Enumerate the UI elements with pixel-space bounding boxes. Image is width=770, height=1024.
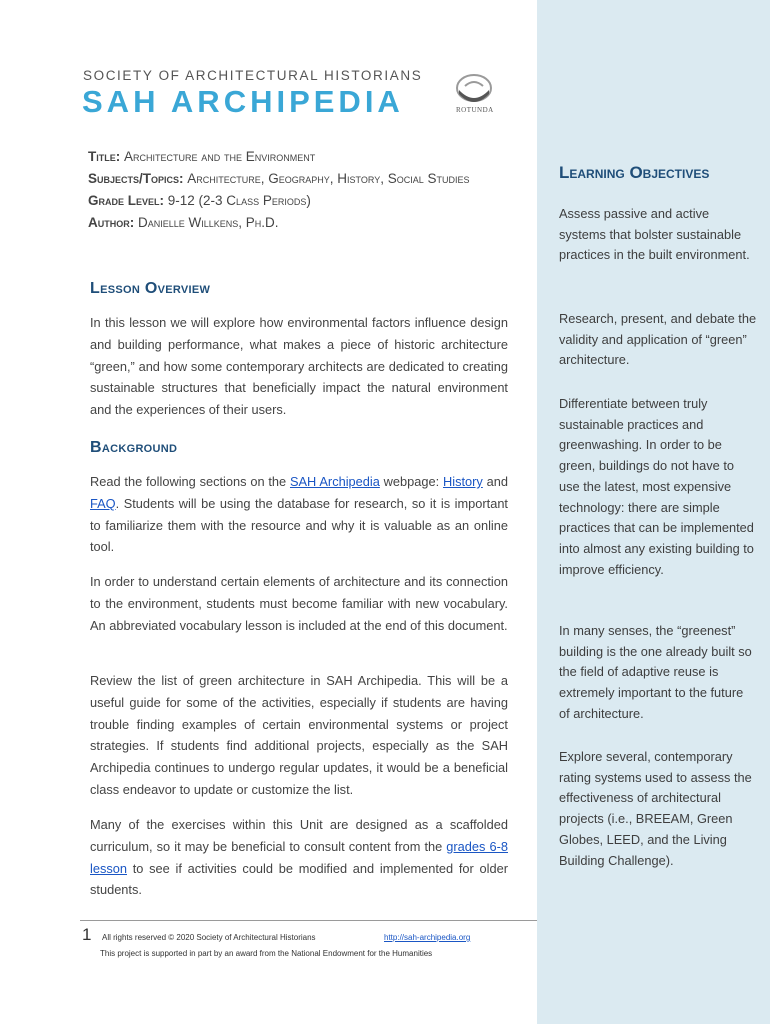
objective-item: Research, present, and debate the validity and application of “green” architecture.: [559, 311, 757, 368]
grades-6-8-lesson-link[interactable]: grades 6-8 lesson: [90, 838, 508, 876]
background-paragraph-2: In order to understand certain elements of architecture and its connection to the environment, students must become familiar with new vocabulary. An abbreviated vocabulary lesson is included at the end of this document.: [90, 574, 508, 633]
brand-logo: SAH ARCHIPEDIA: [82, 84, 404, 119]
footer-divider: [80, 920, 537, 921]
lesson-overview-heading: Lesson Overview: [90, 280, 211, 297]
background-heading: Background: [90, 439, 178, 456]
society-name: SOCIETY OF ARCHITECTURAL HISTORIANS: [83, 68, 423, 83]
lesson-overview-text: In this lesson we will explore how environmental factors influence design and building performance, what makes a piece of historic architecture “green,” and how some contemporary architects are dedicated to creating sustainable structures that beneficially impact the natural environment and the experiences of their users.: [90, 315, 508, 418]
funding-notice: This project is supported in part by an award from the National Endowment for the Humanities: [100, 949, 433, 958]
background-paragraph-4: Many of the exercises within this Unit are designed as a scaffolded curriculum, so it may be beneficial to consult content from the grades 6-8 lesson to see if activities could be modified and implemented for older students.: [90, 817, 508, 898]
sah-archipedia-url-link[interactable]: http://sah-archipedia.org: [384, 933, 471, 942]
objective-item: Explore several, contemporary rating systems used to assess the effectiveness of architectural projects (i.e., BREEAM, Green Globes, LEED, and the Living Building Challenge).: [559, 749, 752, 868]
history-link[interactable]: History: [443, 474, 483, 489]
rotunda-label: ROTUNDA: [456, 106, 494, 114]
copyright-notice: All rights reserved © 2020 Society of Architectural Historians: [102, 933, 316, 942]
faq-link[interactable]: FAQ: [90, 495, 116, 511]
objective-item: Differentiate between truly sustainable practices and greenwashing. In order to be green, buildings do not have to use the latest, most expensive technology: there are simple practices that can be implemented into almost any existing building to improve efficiency.: [559, 396, 754, 577]
sah-archipedia-link[interactable]: SAH Archipedia: [289, 474, 380, 489]
title-row: Title: Architecture and the Environment: [88, 149, 316, 164]
subjects-row: Subjects/Topics: Architecture, Geography, History, Social Studies: [88, 171, 470, 186]
page-number: 1: [82, 925, 92, 944]
author-row: Author: Danielle Willkens, Ph.D.: [88, 215, 279, 230]
background-paragraph-3: Review the list of green architecture in SAH Archipedia. This will be a useful guide for some of the activities, especially if students are having trouble finding examples of certain environmental systems or project strategies. If students find additional projects, especially as the SAH Archipedia continues to undergo regular updates, it would be a beneficial class endeavor to update or customize the list.: [90, 673, 508, 797]
learning-objectives-heading: Learning Objectives: [559, 163, 710, 182]
objective-item: In many senses, the “greenest” building is the one already built so the field of adaptive reuse is extremely important to the future of architecture.: [559, 623, 752, 721]
objective-item: Assess passive and active systems that bolster sustainable practices in the built environment.: [559, 206, 750, 263]
lesson-metadata: [88, 146, 508, 234]
grade-row: Grade Level: 9-12 (2-3 Class Periods): [88, 193, 311, 208]
background-paragraph-1: Read the following sections on the SAH Archipedia webpage: History and FAQ. Students will be using the database for research, so it is important to familiarize them with the resource and why it is valuable as an online tool.: [90, 474, 508, 555]
